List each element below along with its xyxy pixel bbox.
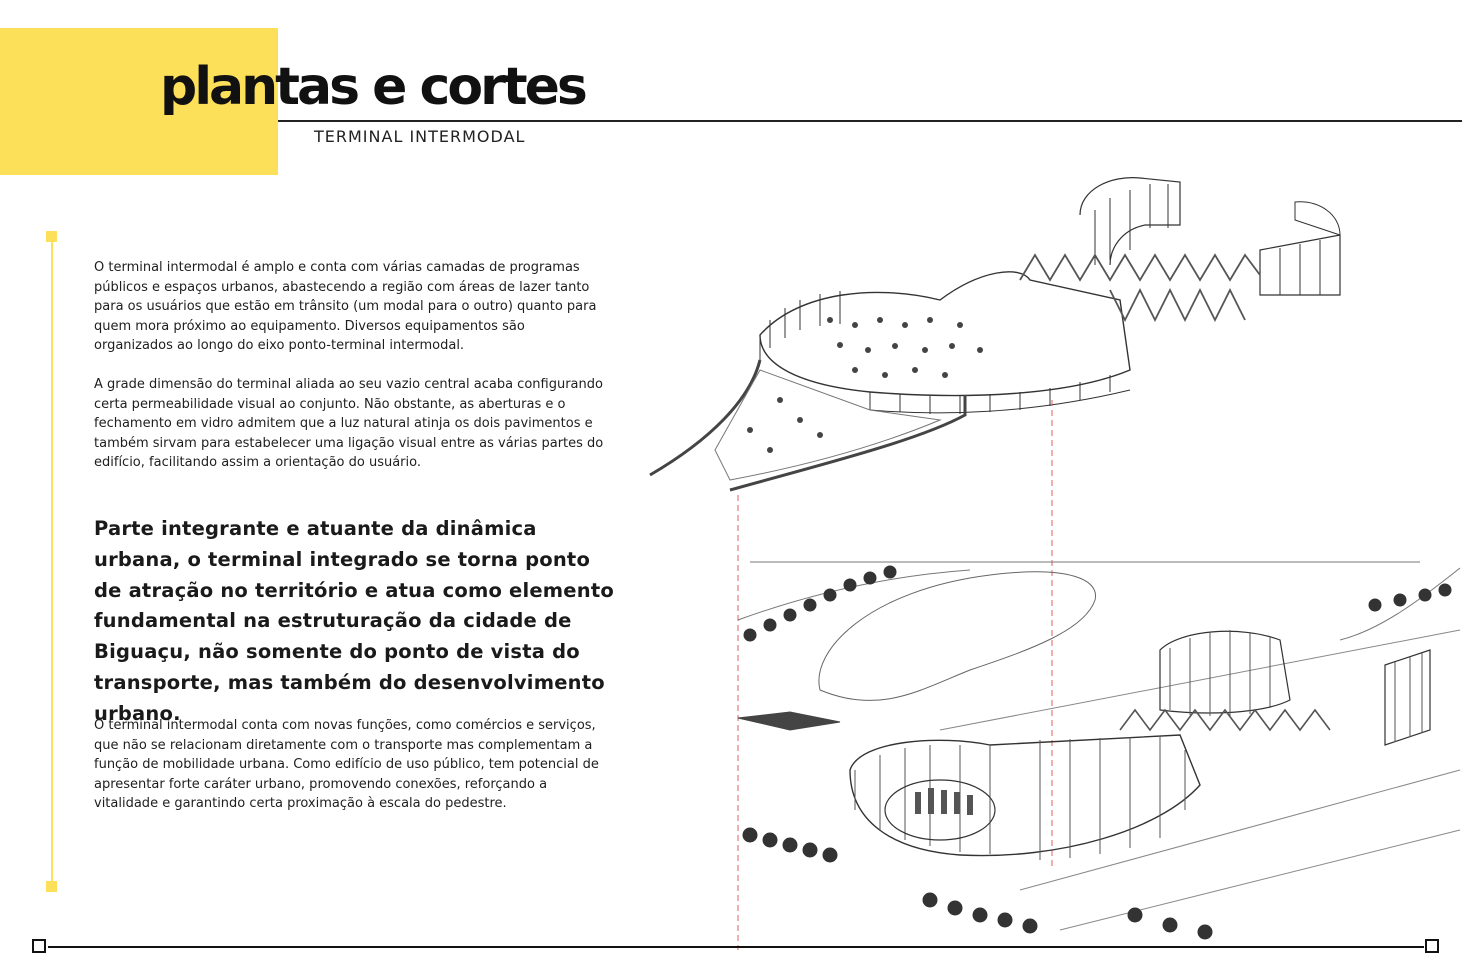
page-title: plantas e cortes: [160, 57, 585, 117]
title-divider: [278, 120, 1462, 122]
ground-floor-plan: [738, 562, 1460, 939]
body-paragraph-1: O terminal intermodal é amplo e conta com várias camadas de programas públicos e espaços urbanos, abastecendo a região com áreas de lazer tanto para os usuários que estão em trânsito (um modal para o outro) quanto para quem mora próximo ao equipamento. Diversos equipamentos são organizados ao longo do eixo ponto-terminal intermodal.: [94, 260, 597, 353]
side-accent-cap-top: [46, 231, 57, 242]
highlight-statement: Parte integrante e atuante da dinâmica urbana, o terminal integrado se torna ponto de atração no território e atua como elemento fundamental na estruturação da cidade de Biguaçu, não somente do ponto de vista do transporte, mas também do desenvolvimento urbano.: [94, 517, 614, 725]
body-paragraph-3: O terminal intermodal conta com novas funções, como comércios e serviços, que não se relacionam diretamente com o transporte mas complementam a função de mobilidade urbana. Como edifício de uso público, tem potencial de apresentar forte caráter urbano, promovendo conexões, reforçando a vitalidade e garantindo certa proximação à escala do pedestre.: [94, 718, 599, 811]
body-paragraph-2: A grade dimensão do terminal aliada ao seu vazio central acaba configurando certa permeabilidade visual ao conjunto. Não obstante, as aberturas e o fechamento em vidro admitem que a luz natural atinja os dois pavimentos e também sirvam para estabelecer uma ligação visual entre as várias partes do edifício, facilitando assim a orientação do usuário.: [94, 377, 604, 470]
footer-corner-marker-left: [32, 939, 46, 953]
isometric-terminal-drawing: [640, 170, 1462, 950]
upper-floor-plan: [650, 178, 1340, 490]
footer-divider: [48, 946, 1424, 948]
footer-corner-marker-right: [1425, 939, 1439, 953]
side-accent-line: [51, 236, 53, 888]
side-accent-cap-bottom: [46, 881, 57, 892]
projection-guide-lines: [738, 400, 1052, 950]
page-subtitle: TERMINAL INTERMODAL: [314, 127, 526, 146]
